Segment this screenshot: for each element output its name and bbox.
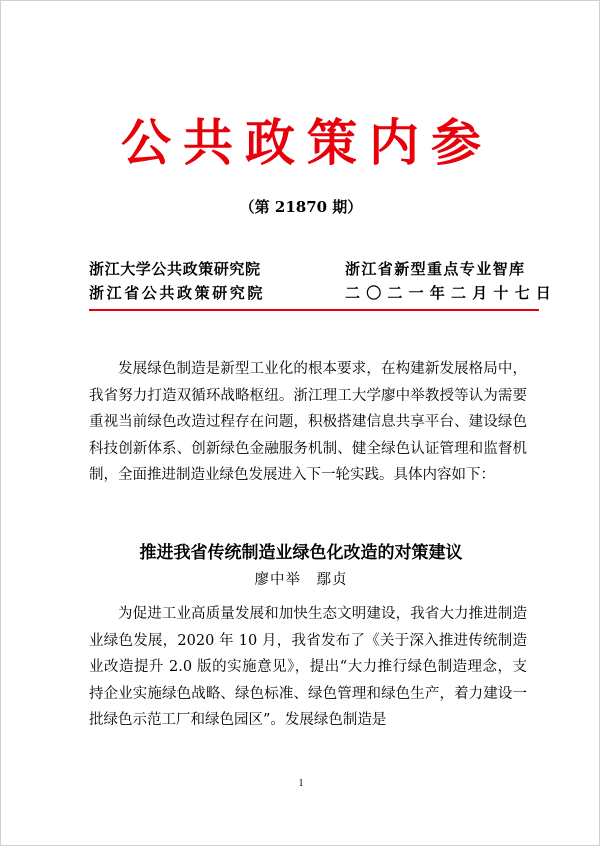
issue-number: （第 21870 期） bbox=[239, 198, 363, 216]
body-paragraph: 为促进工业高质量发展和加快生态文明建设，我省大力推进制造业绿色发展，2020 年 10 月，我省发布了《关于深入推进传统制造业改造提升 2.0 版的实施意见》，提出“大力推行绿色制造理念，支持企业实施绿色战略、绿色标准、绿色管理和绿色生产，着力建设一批绿色示范工厂和绿色园区”。发展绿色制造是 bbox=[89, 606, 527, 728]
org-left-2: 浙江省公共政策研究院 bbox=[89, 284, 266, 302]
publish-date: 二〇二一年二月十七日 bbox=[345, 284, 558, 302]
article-authors: 廖中举 鄢贞 bbox=[254, 572, 348, 588]
article-title: 推进我省传统制造业绿色化改造的对策建议 bbox=[139, 543, 463, 563]
masthead-title: 公共政策内参 bbox=[121, 113, 493, 172]
org-left-1: 浙江大学公共政策研究院 bbox=[89, 260, 261, 278]
header-divider bbox=[89, 309, 539, 311]
intro-paragraph: 发展绿色制造是新型工业化的根本要求，在构建新发展格局中，我省努力打造双循环战略枢纽。浙江理工大学廖中举教授等认为需要重视当前绿色改造过程存在问题，积极搭建信息共享平台、建设绿色科技创新体系、创新绿色金融服务机制、健全绿色认证管理和监督机制，全面推进制造业绿色发展进入下一轮实践。具体内容如下： bbox=[89, 361, 527, 483]
page-number: 1 bbox=[298, 778, 304, 789]
org-right-1: 浙江省新型重点专业智库 bbox=[345, 260, 526, 278]
